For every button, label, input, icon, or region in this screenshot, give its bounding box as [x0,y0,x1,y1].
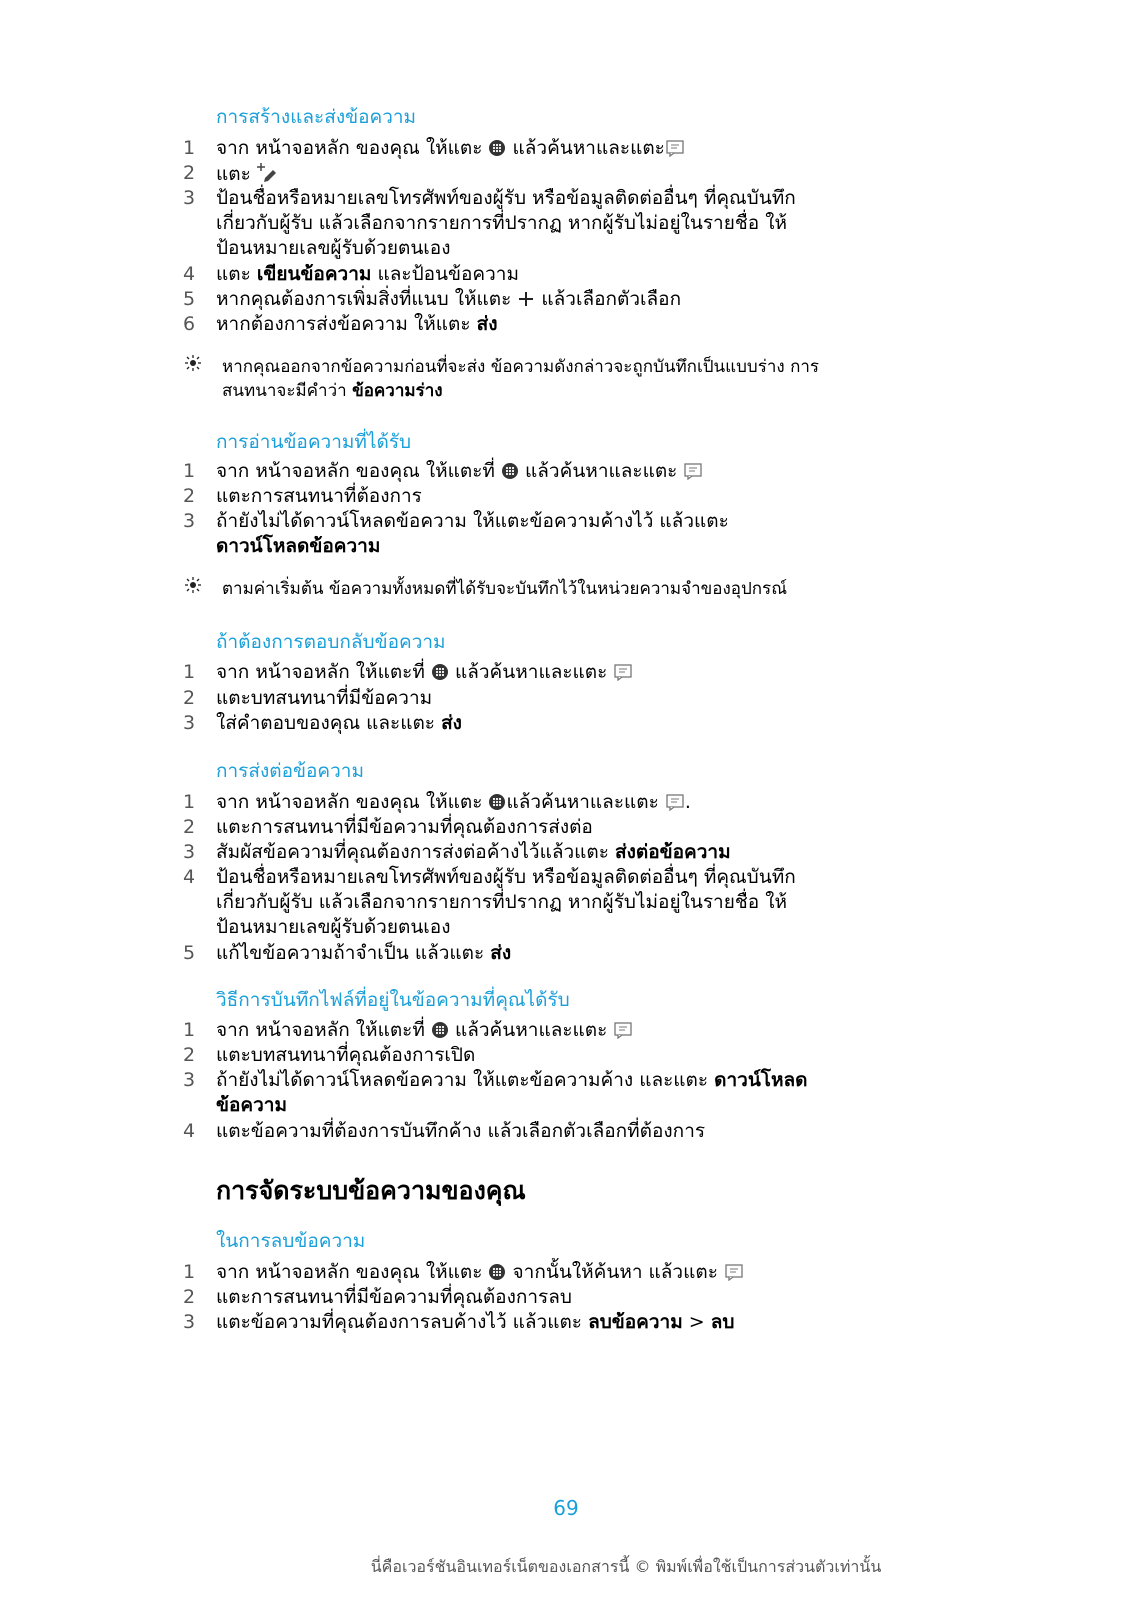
step-number: 1 [183,1019,196,1041]
step-number: 3 [183,1311,196,1333]
document-page: การสร้างและส่งข้อความ 1 จาก หน้าจอหลัก ของคุณ ให้แตะ แล้วค้นหาและแตะ 2 แตะ 3 ป้อนชื่อหรือหมายเลขโทรศัพท์ของผู้รับ หรือข้อมูลติดต่ออื่นๆ ที่คุณบันทึก เกี่ยวกับผู้รับ แล้วเลือกจากรายการที่ปรากฏ หากผู้รับไม่อยู่ในรายชื่อ ให้ ป้อนหมายเลขผู้รับด้วยตนเอง 4 แตะ เขียนข้อความ และป้อนข้อความ 5 หากคุณต้องการเพิ่มสิ่งที่แนบ ให้แตะ แล้วเลือกตัวเลือก 6 หากต้องการส่งข้อความ ให้แตะ ส่ง หากคุณออกจากข้อความก่อนที่จะส่ง ข้อความดังกล่าวจะถูกบันทึกเป็นแบบร่าง การ สนทนาจะมีคำว่า ข้อความร่าง การอ่านข้อความที่ได้รับ 1 จาก หน้าจอหลัก ของคุณ ให้แตะที่ แล้วค้นหาและแตะ 2 แตะการสนทนาที่ต้องการ 3 ถ้ายังไม่ได้ดาวน์โหลดข้อความ ให้แตะข้อความค้างไว้ แล้วแตะ ดาวน์โหลดข้อความ ตามค่าเริ่มต้น ข้อความทั้งหมดที่ได้รับจะบันทึกไว้ในหน่วยความจำของอุปกรณ์ ถ้าต้องการตอบกลับข้อความ 1 จาก หน้าจอหลัก ให้แตะที่ แล้วค้นหาและแตะ 2 แตะบทสนทนาที่มีข้อความ 3 ใส่คำตอบของคุณ และแตะ ส่ง การส่งต่อข้อความ 1 จาก หน้าจอหลัก ของคุณ ให้แตะ แล้วค้นหาและแตะ . 2 แตะการสนทนาที่มีข้อความที่คุณต้องการส่งต่อ 3 สัมผัสข้อความที่คุณต้องการส่งต่อค้างไว้แล้วแตะ ส่งต่อข้อความ 4 ป้อนชื่อหรือหมายเลขโทรศัพท์ของผู้รับ หรือข้อมูลติดต่ออื่นๆ ที่คุณบันทึก เกี่ยวกับผู้รับ แล้วเลือกจากรายการที่ปรากฏ หากผู้รับไม่อยู่ในรายชื่อ ให้ ป้อนหมายเลขผู้รับด้วยตนเอง 5 แก้ไขข้อความถ้าจำเป็น แล้วแตะ ส่ง วิธีการบันทึกไฟล์ที่อยู่ในข้อความที่คุณได้รับ 1 จาก หน้าจอหลัก ให้แตะที่ แล้วค้นหาและแตะ 2 แตะบทสนทนาที่คุณต้องการเปิด 3 ถ้ายังไม่ได้ดาวน์โหลดข้อความ ให้แตะข้อความค้าง และแตะ ดาวน์โหลด ข้อความ 4 แตะข้อความที่ต้องการบันทึกค้าง แล้วเลือกตัวเลือกที่ต้องการ การจัดระบบข้อความของคุณ ในการลบข้อความ 1 จาก หน้าจอหลัก ของคุณ ให้แตะ จากนั้นให้ค้นหา แล้วแตะ 2 แตะการสนทนาที่มีข้อความที่คุณต้องการลบ 3 แตะข้อความที่คุณต้องการลบค้างไว้ แล้วแตะ ลบข้อความ > ลบ 69 นี่คือเวอร์ชันอินเทอร์เน็ตของเอกสารนี้ © พิมพ์เพื่อใช้เป็นการส่วนตัวเท่านั้น [0,0,1132,1600]
section-heading-save: วิธีการบันทึกไฟล์ที่อยู่ในข้อความที่คุณได้รับ [216,989,570,1011]
section-heading-create: การสร้างและส่งข้อความ [216,106,417,128]
step-number: 3 [183,712,196,734]
step-number: 3 [183,510,196,532]
messaging-icon [613,663,633,681]
step-number: 2 [183,816,196,838]
step-number: 3 [183,187,196,209]
messaging-icon [724,1263,744,1281]
plus-icon [517,290,535,308]
step-number: 5 [183,288,196,310]
footer-notice: นี่คือเวอร์ชันอินเทอร์เน็ตของเอกสารนี้ © พิมพ์เพื่อใช้เป็นการส่วนตัวเท่านั้น [370,1557,882,1576]
lightbulb-icon [185,355,201,371]
messaging-icon [683,462,703,480]
step-number: 4 [183,263,196,285]
step-number: 2 [183,162,196,184]
step-number: 4 [183,1120,196,1142]
section-heading-reply: ถ้าต้องการตอบกลับข้อความ [216,631,446,653]
messaging-icon [665,793,685,811]
section-heading-forward: การส่งต่อข้อความ [216,760,364,782]
main-heading-organize: การจัดระบบข้อความของคุณ [216,1176,526,1205]
apps-grid-icon [488,793,506,811]
step-number: 2 [183,687,196,709]
messaging-icon [613,1021,633,1039]
page-number: 69 [553,1496,579,1520]
apps-grid-icon [431,1021,449,1039]
apps-grid-icon [488,139,506,157]
step-number: 4 [183,866,196,888]
step-number: 1 [183,460,196,482]
step-number: 5 [183,942,196,964]
step-number: 1 [183,137,196,159]
section-heading-read: การอ่านข้อความที่ได้รับ [216,431,412,453]
step-number: 1 [183,1261,196,1283]
apps-grid-icon [488,1263,506,1281]
apps-grid-icon [501,462,519,480]
step-number: 2 [183,1286,196,1308]
compose-icon [257,161,279,183]
step-number: 3 [183,841,196,863]
step-number: 1 [183,791,196,813]
section-heading-delete: ในการลบข้อความ [216,1230,366,1252]
step-number: 6 [183,313,196,335]
lightbulb-icon [185,577,201,593]
step-number: 2 [183,485,196,507]
apps-grid-icon [431,663,449,681]
step-number: 1 [183,661,196,683]
step-number: 3 [183,1069,196,1091]
messaging-icon [665,139,685,157]
step-number: 2 [183,1044,196,1066]
